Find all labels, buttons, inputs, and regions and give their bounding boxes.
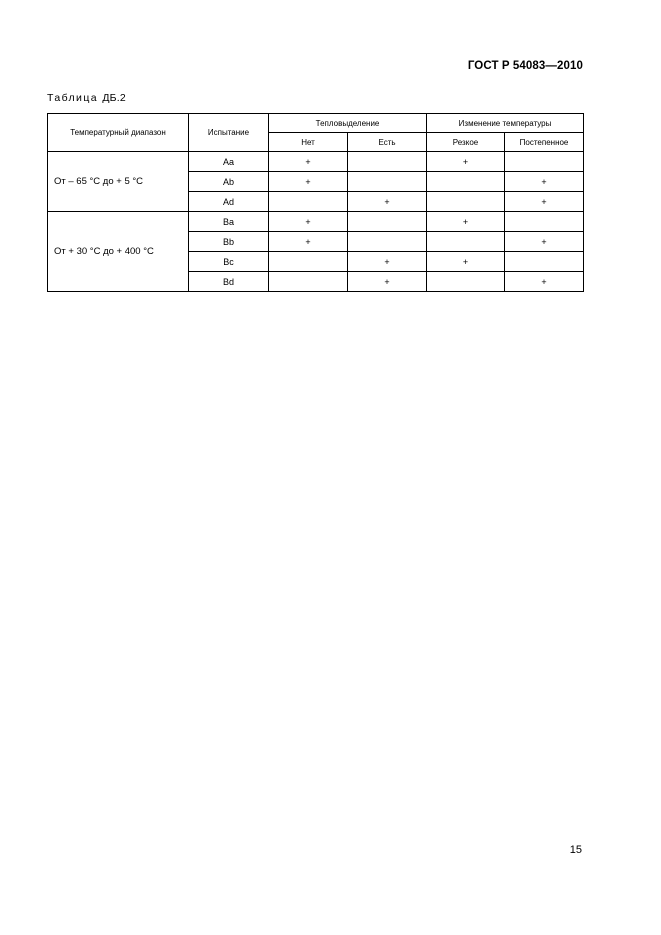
table-caption xyxy=(47,92,126,104)
heat-yes-cell: + xyxy=(348,192,427,212)
header-temperature-change: Изменение температуры xyxy=(427,114,584,133)
heat-no-cell: + xyxy=(269,152,348,172)
test-code-cell: Bb xyxy=(189,232,269,252)
heat-no-cell xyxy=(269,272,348,292)
header-test: Испытание xyxy=(189,114,269,152)
test-code-cell: Bc xyxy=(189,252,269,272)
heat-no-cell: + xyxy=(269,232,348,252)
table-caption-number: ДБ.2 xyxy=(102,92,126,104)
heat-no-cell: + xyxy=(269,212,348,232)
test-code-cell: Ba xyxy=(189,212,269,232)
subheader-gradual: Постепенное xyxy=(505,133,584,152)
change-gradual-cell: + xyxy=(505,172,584,192)
change-gradual-cell: + xyxy=(505,272,584,292)
test-code-cell: Aa xyxy=(189,152,269,172)
change-sharp-cell xyxy=(427,272,505,292)
heat-no-cell xyxy=(269,252,348,272)
test-code-cell: Bd xyxy=(189,272,269,292)
page-number: 15 xyxy=(569,844,582,856)
change-gradual-cell xyxy=(505,252,584,272)
header-heat-release: Тепловыделение xyxy=(269,114,427,133)
change-gradual-cell: + xyxy=(505,192,584,212)
change-sharp-cell xyxy=(427,192,505,212)
table-row xyxy=(48,152,584,172)
change-gradual-cell: + xyxy=(505,232,584,252)
test-code-cell: Ab xyxy=(189,172,269,192)
change-sharp-cell xyxy=(427,232,505,252)
heat-no-cell: + xyxy=(269,172,348,192)
change-gradual-cell xyxy=(505,152,584,172)
change-sharp-cell xyxy=(427,172,505,192)
subheader-sharp: Резкое xyxy=(427,133,505,152)
heat-yes-cell: + xyxy=(348,272,427,292)
heat-yes-cell xyxy=(348,152,427,172)
change-sharp-cell: + xyxy=(427,252,505,272)
document-standard-header: ГОСТ Р 54083—2010 xyxy=(467,60,583,72)
temperature-range-cell: От – 65 °С до + 5 °С xyxy=(48,152,189,212)
test-matrix-table xyxy=(47,113,584,292)
heat-yes-cell: + xyxy=(348,252,427,272)
header-temperature-range: Температурный диапазон xyxy=(48,114,189,152)
heat-yes-cell xyxy=(348,232,427,252)
change-gradual-cell xyxy=(505,212,584,232)
change-sharp-cell: + xyxy=(427,152,505,172)
table-row xyxy=(48,212,584,232)
temperature-range-cell: От + 30 °С до + 400 °С xyxy=(48,212,189,292)
test-code-cell: Ad xyxy=(189,192,269,212)
change-sharp-cell: + xyxy=(427,212,505,232)
table-caption-word: Таблица xyxy=(47,92,98,104)
heat-no-cell xyxy=(269,192,348,212)
subheader-yes: Есть xyxy=(348,133,427,152)
subheader-no: Нет xyxy=(269,133,348,152)
heat-yes-cell xyxy=(348,212,427,232)
heat-yes-cell xyxy=(348,172,427,192)
